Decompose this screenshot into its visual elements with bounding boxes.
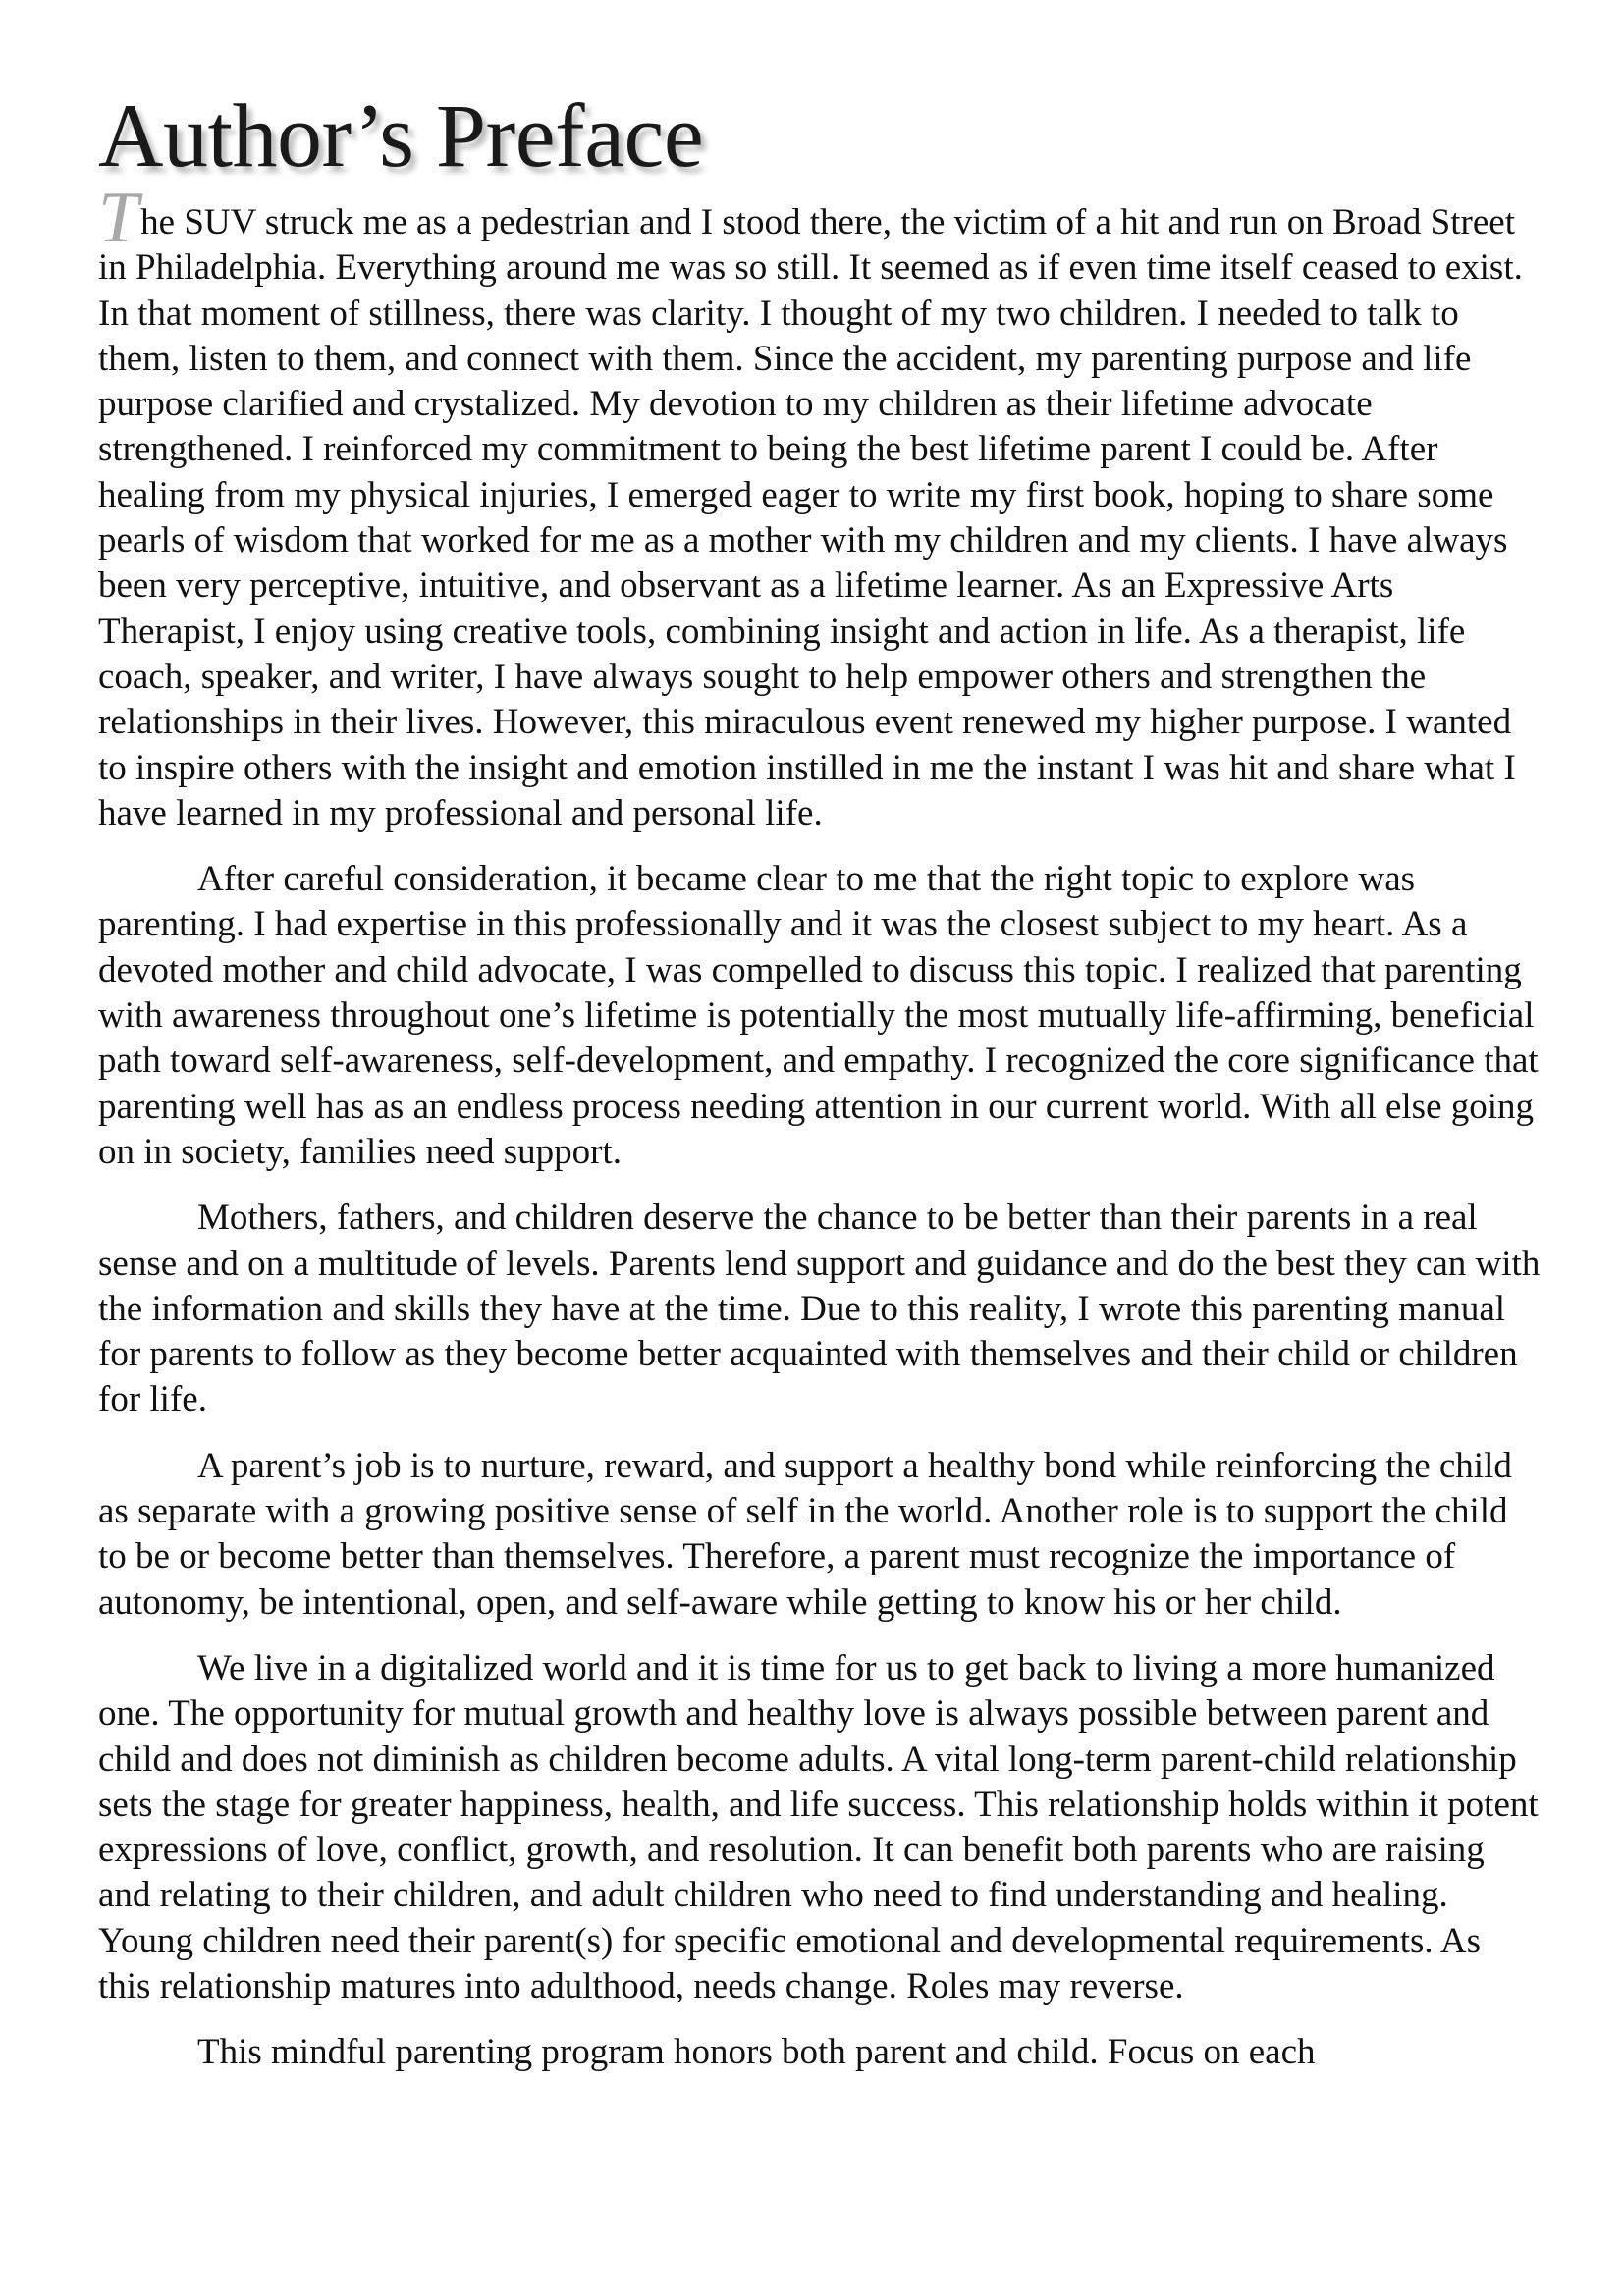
drop-cap: T <box>98 178 139 258</box>
paragraph-6: This mindful parenting program honors both parent and child. Focus on each <box>197 2032 1316 2073</box>
paragraph-3: Mothers, fathers, and children deserve the chance to be better than their parents in a real sense and on a multitude of levels. Parents lend support and guidance and do the best they can with the information and skills they have at the time. Due to this reality, I wrote this parenting manual for parents to follow as they become better acquainted with themselves and their child or children for life. <box>98 1198 1541 1420</box>
document-page <box>98 79 1542 2097</box>
page-title: Author’s Preface <box>98 85 704 186</box>
paragraph-1-text: he SUV struck me as a pedestrian and I stood there, the victim of a hit and run on Broad Street in Philadelphia. Everything around me was so still. It seemed as if even time itself ceased to exist. In that moment of stillness, there was clarity. I thought of my two children. I needed to talk to them, listen to them, and connect with them. Since the accident, my parenting purpose and life purpose clarified and crystalized. My devotion to my children as their lifetime advocate strengthened. I reinforced my commitment to being the best lifetime parent I could be. After healing from my physical injuries, I emerged eager to write my first book, hoping to share some pearls of wisdom that worked for me as a mother with my children and my clients. I have always been very perceptive, intuitive, and observant as a lifetime learner. As an Expressive Arts Therapist, I enjoy using creative tools, combining insight and action in life. As a therapist, life coach, speaker, and writer, I have always sought to help empower others and strengthen the relationships in their lives. However, this miraculous event renewed my higher purpose. I wanted to inspire others with the insight and emotion instilled in me the instant I was hit and share what I have learned in my professional and personal life. <box>98 202 1523 833</box>
paragraph-4: A parent’s job is to nurture, reward, and support a healthy bond while reinforcing the child as separate with a growing positive sense of self in the world. Another role is to support the child to be or become better than themselves. Therefore, a parent must recognize the importance of autonomy, be intentional, open, and self-aware while getting to know his or her child. <box>98 1445 1512 1623</box>
paragraph-5: We live in a digitalized world and it is time for us to get back to living a more humanized one. The opportunity for mutual growth and healthy love is always possible between parent and child and does not diminish as children become adults. A vital long-term parent-child relationship sets the stage for greater happiness, health, and life success. This relationship holds within it potent expressions of love, conflict, growth, and resolution. It can benefit both parents who are raising and relating to their children, and adult children who need to find understanding and healing. Young children need their parent(s) for specific emotional and developmental requirements. As this relationship matures into adulthood, needs change. Roles may reverse. <box>98 1647 1539 2006</box>
body-text <box>98 178 1542 2076</box>
paragraph-2: After careful consideration, it became clear to me that the right topic to explore was parenting. I had expertise in this professionally and it was the closest subject to my heart. As a devoted mother and child advocate, I was compelled to discuss this topic. I realized that parenting with awareness throughout one’s lifetime is potentially the most mutually life-affirming, beneficial path toward self-awareness, self-development, and empathy. I recognized the core significance that parenting well has as an endless process needing attention in our current world. With all else going on in society, families need support. <box>98 859 1539 1172</box>
paragraph-1 <box>98 178 1542 836</box>
